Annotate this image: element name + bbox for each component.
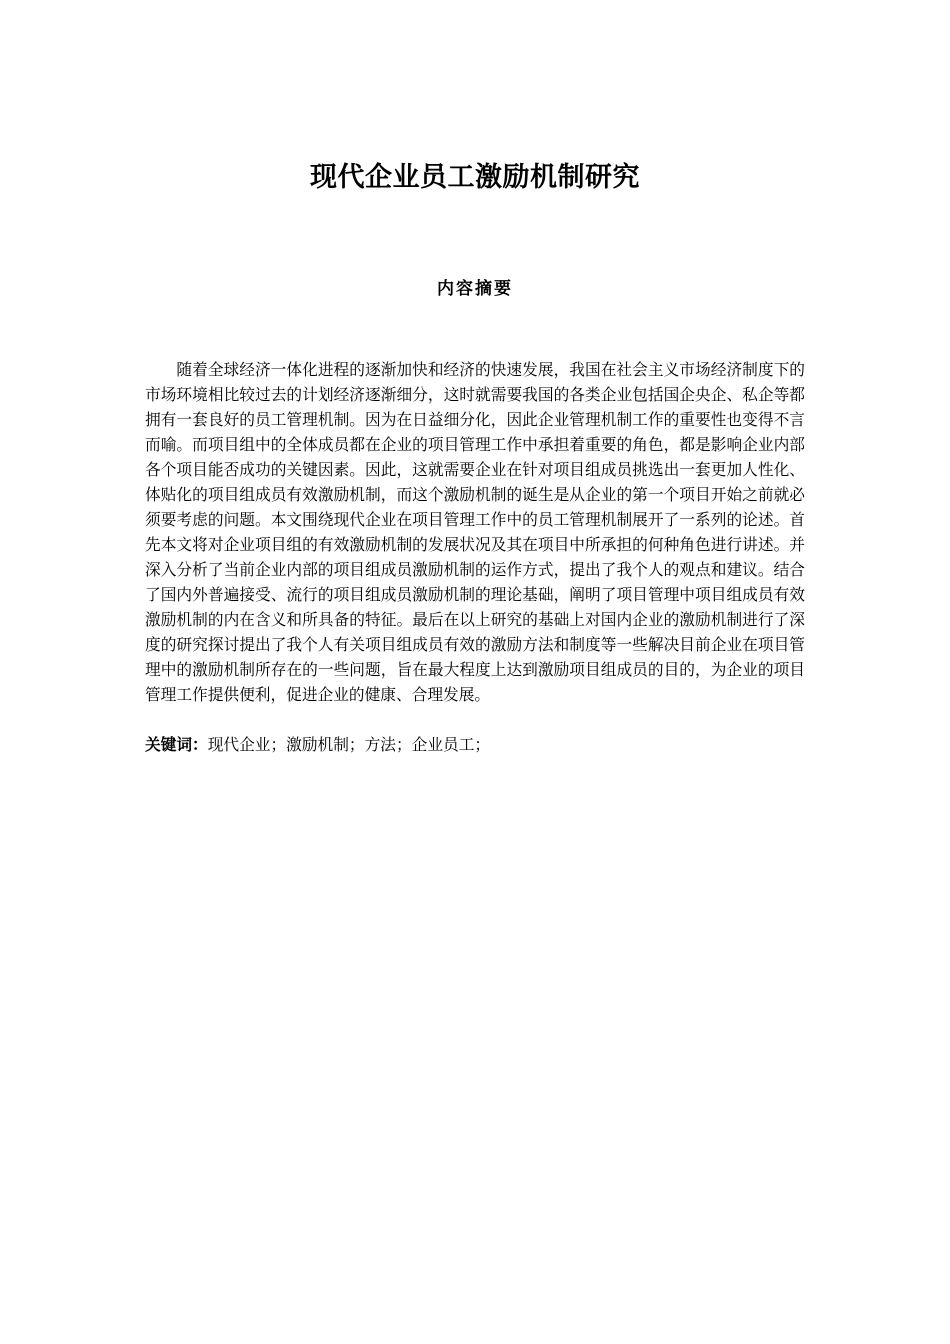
keywords-line: [145, 732, 805, 757]
keywords-label: 关键词：: [145, 735, 208, 754]
abstract-body: 随着全球经济一体化进程的逐渐加快和经济的快速发展，我国在社会主义市场经济制度下的市场环境相比较过去的计划经济逐渐细分，这时就需要我国的各类企业包括国企央企、私企等都拥有一套良好的员工管理机制。因为在日益细分化，因此企业管理机制工作的重要性也变得不言而喻。而项目组中的全体成员都在企业的项目管理工作中承担着重要的角色，都是影响企业内部各个项目能否成功的关键因素。因此，这就需要企业在针对项目组成员挑选出一套更加人性化、体贴化的项目组成员有效激励机制，而这个激励机制的诞生是从企业的第一个项目开始之前就必须要考虑的问题。本文围绕现代企业在项目管理工作中的员工管理机制展开了一系列的论述。首先本文将对企业项目组的有效激励机制的发展状况及其在项目中所承担的何种角色进行讲述。并深入分析了当前企业内部的项目组成员激励机制的运作方式，提出了我个人的观点和建议。结合了国内外普遍接受、流行的项目组成员激励机制的理论基础，阐明了项目管理中项目组成员有效激励机制的内在含义和所具备的特征。最后在以上研究的基础上对国内企业的激励机制进行了深度的研究探讨提出了我个人有关项目组成员有效的激励方法和制度等一些解决目前企业在项目管理中的激励机制所存在的一些问题，旨在最大程度上达到激励项目组成员的目的，为企业的项目管理工作提供便利，促进企业的健康、合理发展。: [145, 360, 805, 704]
document-title: 现代企业员工激励机制研究: [310, 162, 640, 193]
keywords-value: 现代企业；激励机制；方法；企业员工；: [207, 735, 491, 754]
abstract-heading: 内容摘要: [437, 279, 513, 299]
